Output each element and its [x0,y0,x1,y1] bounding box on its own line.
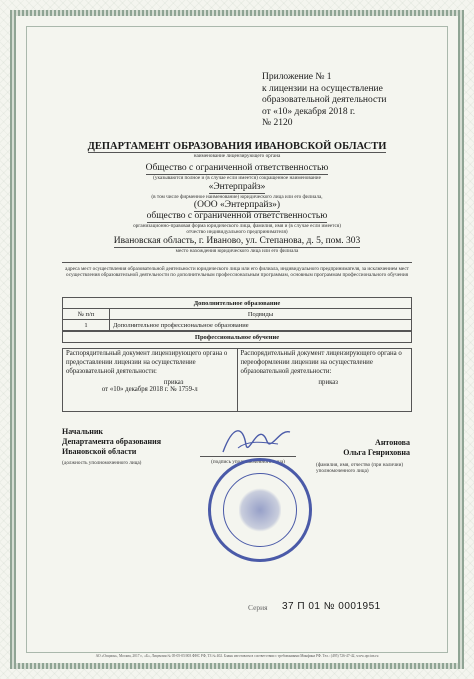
authority-name-text: ДЕПАРТАМЕНТ ОБРАЗОВАНИЯ ИВАНОВСКОЙ ОБЛАСТИ [87,141,387,152]
col-subtypes-header: Подвиды [110,309,412,320]
annex-line-5: № 2120 [262,118,293,128]
org-address-text: Ивановская область, г. Иваново, ул. Степанова, д. 5, пом. 303 [113,236,361,246]
seal-emblem-icon [239,487,281,533]
org-short-name [60,182,414,194]
table-row [63,320,412,332]
printer-footer: АО «Опцион», Москва, 2017 г., «Б», Лицензия № 05-05-05/003 ФНС РФ, ТЗ № 402. Бланк изготовлен в соответствии с требованиями Минфина РФ. Тел.: (495) 726-47-42, www.opcion.ru [95,654,379,658]
extra-education-table [62,297,412,343]
signatory-position [62,427,202,457]
annex-block [262,72,392,130]
org-legal-form-text: общество с ограниченной ответственностью [146,211,328,221]
org-full-caption: (указываются полное и (в случае если имеется) сокращенное наименование [153,175,321,181]
name-caption: (фамилия, имя, отчество (при наличии) уполномоченного лица) [316,462,404,474]
annex-line-2: к лицензии на осуществление [262,83,383,94]
org-short-name-text: «Энтерпрайз» [208,182,266,192]
name-line-1: Антонова [375,438,410,447]
grant-order-cell [63,349,238,412]
col-number-header: № п/п [63,309,110,320]
row-subtype: Дополнительное профессиональное образование [110,320,412,332]
orders-table [62,348,412,412]
reissue-order-cell [237,349,412,412]
serial-number: 37 П 01 № 0001951 [282,601,381,612]
position-caption: (должность уполномоченного лица) [62,460,142,466]
serial-label: Серия [248,603,268,612]
places-caption: адреса мест осуществления образовательной деятельности юридического лица или его филиала, индивидуального предпринимателя, за исключением мест осуществления образовательной деятельности по дополнительным профессиональным программам, основным программам профессионального обучения [65,266,409,278]
reissue-order-title: Распорядительный документ лицензирующего органа о переоформлении лицензии на осуществление образовательной деятельности: [240,350,402,375]
org-address [60,236,414,248]
org-legal-form [60,211,414,223]
authority-name [60,141,414,153]
signature-caption: (подпись уполномоченного лица) [211,459,285,465]
org-abbr-text: (ООО «Энтерпрайз») [193,200,281,210]
position-line-3: Ивановской области [62,447,137,456]
org-full-name-text: Общество с ограниченной ответственностью [145,163,329,173]
annex-line-3: образовательной деятельности [262,95,387,105]
prof-training-header: Профессиональное обучение [63,331,412,343]
org-address-caption: место нахождения юридического лица или его филиала [175,248,299,254]
annex-line-1: Приложение № 1 [262,72,332,82]
name-line-2: Ольга Генриховна [343,448,410,457]
reissue-order-type: приказ [318,379,338,386]
grant-order-date: от «10» декабря 2018 г. № 1759-л [101,386,198,393]
grant-order-title: Распорядительный документ лицензирующего органа о предоставлении лицензии на осуществление образовательной деятельности: [66,350,228,375]
position-line-2: Департамента образования [62,437,162,446]
position-line-1: Начальник [62,427,104,436]
handwritten-signature-icon [218,420,298,460]
row-number: 1 [63,320,110,332]
org-legal-caption-2: отчество индивидуального предпринимателя) [186,229,288,235]
signatory-name [306,438,410,458]
extra-education-header: Дополнительное образование [63,298,412,309]
authority-caption: наименование лицензирующего органа [193,153,281,159]
places-line [62,262,412,263]
org-full-name [60,163,414,175]
official-seal-icon [208,458,312,562]
annex-line-4: от «10» декабря 2018 г. [262,106,356,117]
org-short-caption: (в том числе фирменное наименование) юридического лица или его филиала, [151,194,323,200]
org-legal-caption-1: организационно-правовая форма юридического лица, фамилия, имя и (в случае если имеется) [133,223,341,229]
grant-order-type: приказ [163,379,184,386]
